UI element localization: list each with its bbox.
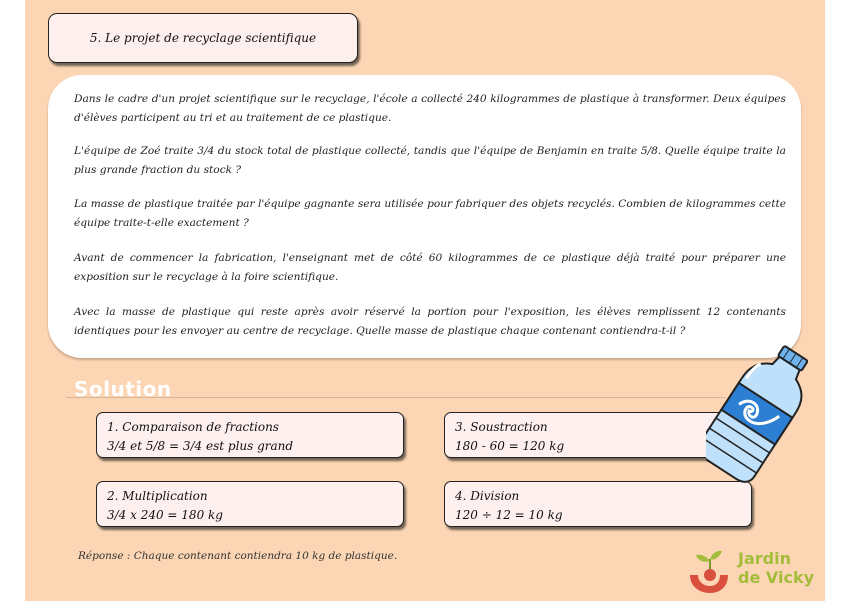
step-calculation: 120 ÷ 12 = 10 kg <box>455 508 563 522</box>
solution-heading: Solution <box>74 377 172 401</box>
problem-paragraph: Avant de commencer la fabrication, l'enseignant met de côté 60 kilogrammes de ce plastique déjà traité pour préparer une exposition sur le recyclage à la foire scientifique. <box>74 252 786 283</box>
problem-paragraph: Dans le cadre d'un projet scientifique sur le recyclage, l'école a collecté 240 kilogrammes de plastique à transformer. Deux équipes d'élèves participent au tri et au traitement de ce plastique. <box>74 93 786 124</box>
brand-name-line-2: de Vicky <box>738 568 815 587</box>
water-bottle-icon <box>706 340 811 485</box>
brand-name <box>738 549 814 587</box>
problem-paragraph: L'équipe de Zoé traite 3/4 du stock total de plastique collecté, tandis que l'équipe de Benjamin en traite 5/8. Quelle équipe traite la plus grande fraction du stock ? <box>74 145 786 176</box>
step-title: 1. Comparaison de fractions <box>107 420 279 434</box>
step-title: 3. Soustraction <box>455 420 548 434</box>
step-calculation: 3/4 et 5/8 = 3/4 est plus grand <box>107 439 294 453</box>
step-title: 4. Division <box>455 489 520 503</box>
problem-paragraph: La masse de plastique traitée par l'équipe gagnante sera utilisée pour fabriquer des objets recyclés. Combien de kilogrammes cette équipe traite-t-elle exactement ? <box>74 198 786 229</box>
solution-step-1 <box>96 412 404 458</box>
exercise-title-text: 5. Le projet de recyclage scientifique <box>89 31 317 45</box>
final-answer: Réponse : Chaque contenant contiendra 10 kg de plastique. <box>78 550 398 562</box>
solution-divider <box>66 397 726 398</box>
problem-card <box>48 75 801 358</box>
solution-step-2 <box>96 481 404 527</box>
step-calculation: 180 - 60 = 120 kg <box>455 439 565 453</box>
exercise-title <box>48 13 358 63</box>
solution-step-4 <box>444 481 752 527</box>
brand-name-line-1: Jardin <box>738 549 791 568</box>
step-calculation: 3/4 x 240 = 180 kg <box>107 508 223 522</box>
problem-paragraph: Avec la masse de plastique qui reste après avoir réservé la portion pour l'exposition, les élèves remplissent 12 contenants identiques pour les envoyer au centre de recyclage. Quelle masse de plastique chaque contenant contiendra-t-il ? <box>74 306 786 337</box>
step-title: 2. Multiplication <box>107 489 208 503</box>
